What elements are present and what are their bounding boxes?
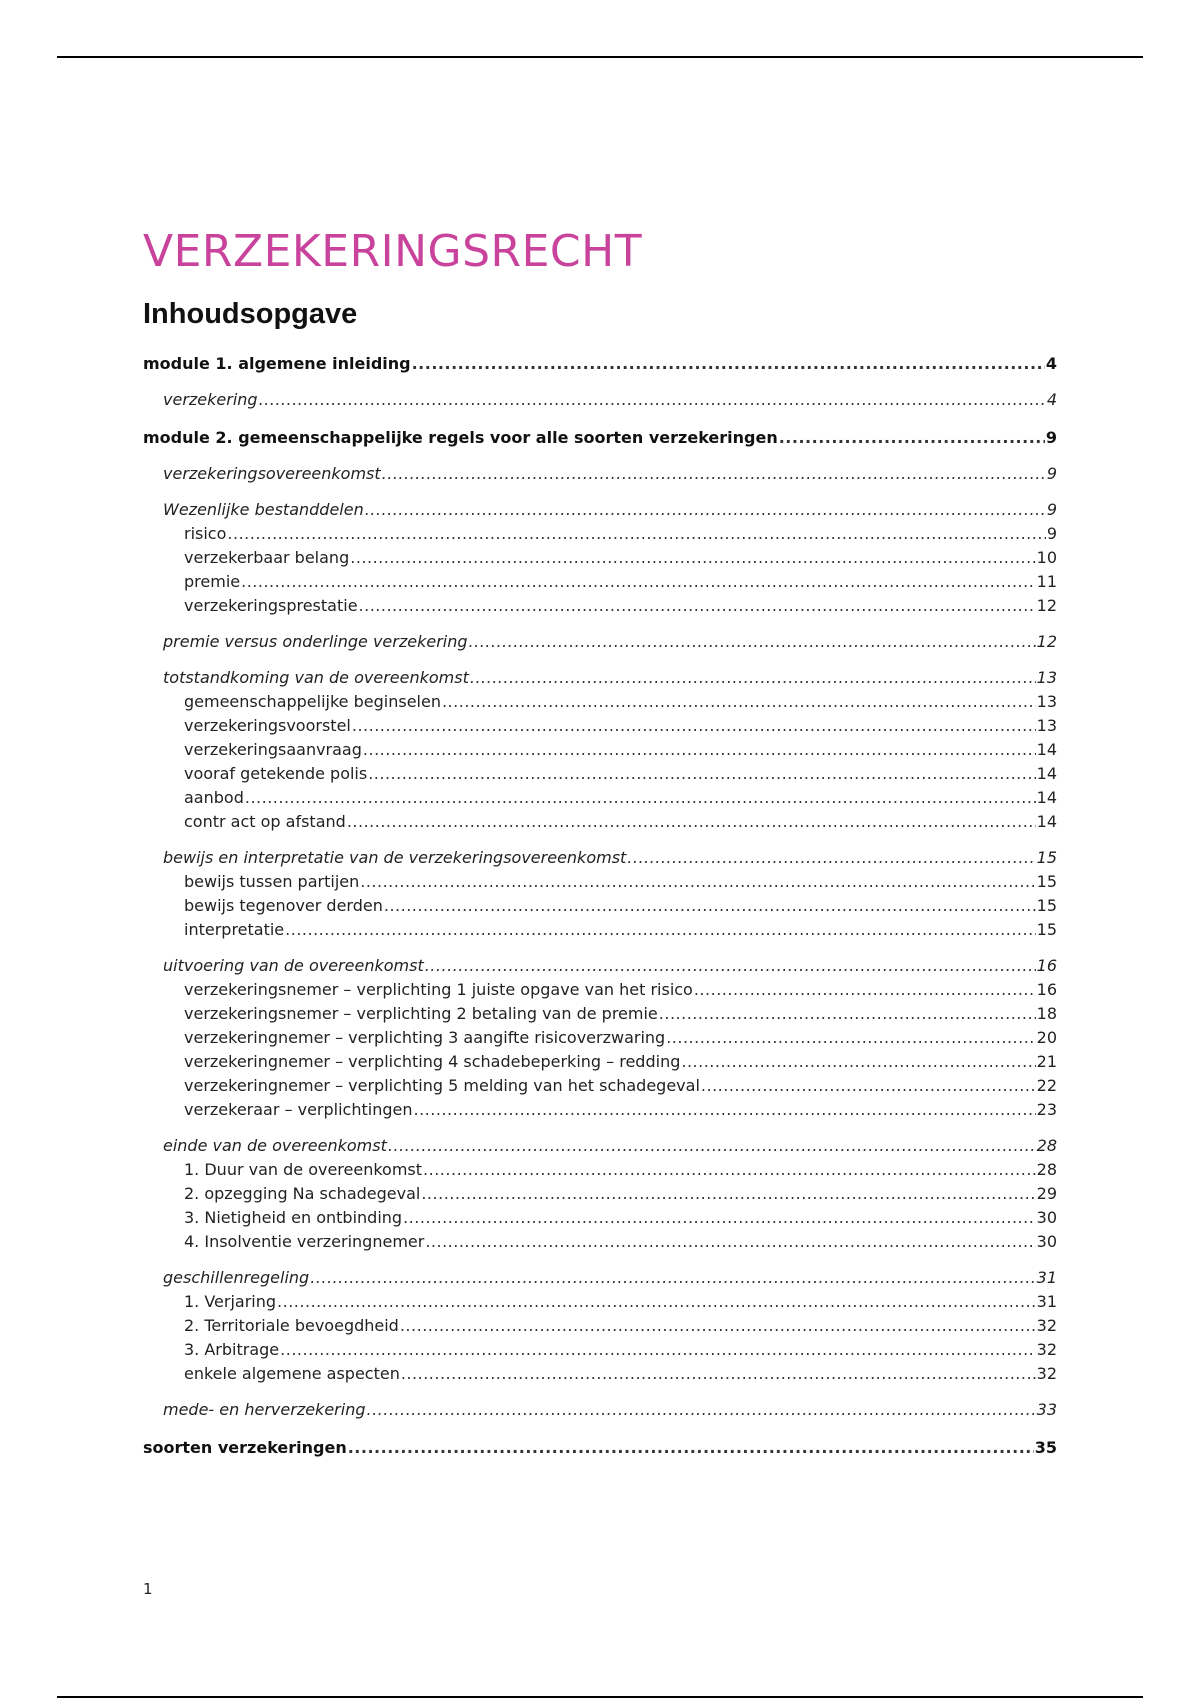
toc-entry[interactable]	[143, 714, 1057, 738]
toc-entry[interactable]	[143, 894, 1057, 918]
toc-entry[interactable]	[143, 546, 1057, 570]
toc-leader-dots	[280, 1338, 1036, 1362]
toc-entry-title: verzekeringsnemer – verplichting 2 betaling van de premie	[184, 1004, 658, 1023]
toc-entry-title: gemeenschappelijke beginselen	[184, 692, 441, 711]
toc-entry-page: 16	[1036, 956, 1057, 975]
toc-entry-page: 30	[1036, 1232, 1057, 1251]
toc-leader-dots	[259, 388, 1046, 412]
toc-leader-dots	[421, 1182, 1035, 1206]
toc-leader-dots	[413, 1098, 1035, 1122]
toc-entry-title: bewijs tussen partijen	[184, 872, 360, 891]
toc-entry-title: Wezenlijke bestanddelen	[163, 500, 364, 519]
toc-entry-page: 29	[1036, 1184, 1057, 1203]
toc-entry-title: 1. Verjaring	[184, 1292, 277, 1311]
toc-entry[interactable]	[143, 810, 1057, 834]
toc-entry-page: 28	[1036, 1136, 1057, 1155]
toc-entry-page: 14	[1036, 788, 1057, 807]
toc-entry[interactable]	[143, 918, 1057, 942]
toc-entry-page: 33	[1036, 1400, 1057, 1419]
toc-entry-page: 15	[1036, 920, 1057, 939]
toc-entry-title: module 1. algemene inleiding	[143, 354, 411, 373]
toc-entry-page: 9	[1046, 500, 1057, 519]
toc-entry-title: uitvoering van de overeenkomst	[163, 956, 424, 975]
toc-entry[interactable]	[143, 1002, 1057, 1026]
toc-entry[interactable]	[143, 666, 1057, 690]
toc-leader-dots	[694, 978, 1036, 1002]
toc-entry-page: 14	[1036, 812, 1057, 831]
toc-entry[interactable]	[143, 1436, 1057, 1460]
toc-leader-dots	[365, 498, 1046, 522]
toc-entry[interactable]	[143, 594, 1057, 618]
toc-entry-title: aanbod	[184, 788, 244, 807]
toc-entry-page: 21	[1036, 1052, 1057, 1071]
toc-leader-dots	[360, 870, 1035, 894]
toc-entry[interactable]	[143, 1182, 1057, 1206]
toc-entry-page: 15	[1036, 872, 1057, 891]
toc-entry-title: module 2. gemeenschappelijke regels voor alle soorten verzekeringen	[143, 428, 778, 447]
toc-entry-page: 4	[1046, 390, 1057, 409]
toc-entry-page: 4	[1045, 354, 1057, 373]
toc-entry-title: verzekeringsaanvraag	[184, 740, 362, 759]
toc-entry-title: mede- en herverzekering	[163, 1400, 366, 1419]
toc-entry-page: 12	[1036, 596, 1057, 615]
toc-leader-dots	[388, 1134, 1036, 1158]
toc-leader-dots	[627, 846, 1035, 870]
toc-leader-dots	[352, 714, 1036, 738]
toc-entry-title: vooraf getekende polis	[184, 764, 368, 783]
toc-entry-title: premie versus onderlinge verzekering	[163, 632, 468, 651]
toc-entry-title: contr act op afstand	[184, 812, 346, 831]
toc-entry-page: 14	[1036, 740, 1057, 759]
toc-entry-title: bewijs en interpretatie van de verzekeringsovereenkomst	[163, 848, 627, 867]
toc-leader-dots	[401, 1362, 1036, 1386]
toc-entry[interactable]	[143, 630, 1057, 654]
toc-entry[interactable]	[143, 1230, 1057, 1254]
toc-leader-dots	[681, 1050, 1035, 1074]
toc-entry-page: 9	[1045, 428, 1057, 447]
toc-leader-dots	[425, 1230, 1035, 1254]
toc-entry[interactable]	[143, 1314, 1057, 1338]
toc-entry-title: totstandkoming van de overeenkomst	[163, 668, 469, 687]
toc-entry-page: 15	[1036, 896, 1057, 915]
toc-entry-title: verzekeringsovereenkomst	[163, 464, 381, 483]
toc-entry-title: 2. Territoriale bevoegdheid	[184, 1316, 399, 1335]
toc-entry-page: 32	[1036, 1316, 1057, 1335]
toc-entry[interactable]	[143, 1362, 1057, 1386]
toc-entry-title: interpretatie	[184, 920, 285, 939]
toc-leader-dots	[442, 690, 1036, 714]
toc-entry[interactable]	[143, 388, 1057, 412]
toc-entry[interactable]	[143, 1266, 1057, 1290]
toc-leader-dots	[350, 546, 1035, 570]
toc-entry-title: 4. Insolventie verzeringnemer	[184, 1232, 425, 1251]
toc-leader-dots	[659, 1002, 1036, 1026]
toc-leader-dots	[400, 1314, 1036, 1338]
toc-entry[interactable]	[143, 352, 1057, 376]
toc-entry[interactable]	[143, 1134, 1057, 1158]
toc-leader-dots	[368, 762, 1035, 786]
toc-leader-dots	[666, 1026, 1035, 1050]
toc-entry[interactable]	[143, 870, 1057, 894]
toc-leader-dots	[425, 954, 1036, 978]
toc-entry-title: 2. opzegging Na schadegeval	[184, 1184, 421, 1203]
toc-leader-dots	[403, 1206, 1036, 1230]
toc-entry-page: 28	[1036, 1160, 1057, 1179]
toc-entry[interactable]	[143, 762, 1057, 786]
document-title: VERZEKERINGSRECHT	[143, 226, 643, 277]
toc-entry[interactable]	[143, 1206, 1057, 1230]
toc-entry[interactable]	[143, 1074, 1057, 1098]
toc-entry-title: 1. Duur van de overeenkomst	[184, 1160, 423, 1179]
toc-entry-page: 10	[1036, 548, 1057, 567]
toc-leader-dots	[779, 426, 1045, 450]
toc-entry-page: 35	[1034, 1438, 1057, 1457]
toc-entry[interactable]	[143, 1098, 1057, 1122]
toc-entry[interactable]	[143, 1026, 1057, 1050]
toc-entry-page: 9	[1046, 464, 1057, 483]
toc-leader-dots	[277, 1290, 1036, 1314]
toc-entry[interactable]	[143, 1158, 1057, 1182]
toc-entry-title: verzekeringsnemer – verplichting 1 juiste opgave van het risico	[184, 980, 693, 999]
toc-entry-page: 31	[1036, 1292, 1057, 1311]
toc-leader-dots	[285, 918, 1035, 942]
toc-leader-dots	[470, 666, 1036, 690]
toc-entry-page: 13	[1036, 692, 1057, 711]
toc-entry-title: einde van de overeenkomst	[163, 1136, 387, 1155]
toc-leader-dots	[227, 522, 1045, 546]
toc-leader-dots	[384, 894, 1036, 918]
table-of-contents	[143, 352, 1057, 1460]
toc-leader-dots	[310, 1266, 1035, 1290]
toc-entry-title: 3. Nietigheid en ontbinding	[184, 1208, 403, 1227]
toc-leader-dots	[363, 738, 1036, 762]
page-number: 1	[143, 1580, 153, 1598]
toc-entry-title: verzekeringnemer – verplichting 4 schadebeperking – redding	[184, 1052, 681, 1071]
toc-entry-page: 11	[1036, 572, 1057, 591]
toc-entry-title: verzekerbaar belang	[184, 548, 350, 567]
toc-leader-dots	[245, 786, 1036, 810]
toc-leader-dots	[423, 1158, 1036, 1182]
toc-entry-page: 32	[1036, 1340, 1057, 1359]
toc-entry-page: 23	[1036, 1100, 1057, 1119]
toc-entry-title: verzekeringsvoorstel	[184, 716, 351, 735]
toc-entry-title: risico	[184, 524, 227, 543]
header-rule	[57, 56, 1143, 58]
toc-entry[interactable]	[143, 978, 1057, 1002]
toc-entry[interactable]	[143, 522, 1057, 546]
toc-entry-page: 22	[1036, 1076, 1057, 1095]
toc-entry[interactable]	[143, 570, 1057, 594]
toc-leader-dots	[412, 352, 1045, 376]
toc-entry-page: 14	[1036, 764, 1057, 783]
toc-entry-page: 12	[1036, 632, 1057, 651]
toc-leader-dots	[469, 630, 1036, 654]
toc-entry[interactable]	[143, 786, 1057, 810]
toc-entry[interactable]	[143, 462, 1057, 486]
footer-rule	[57, 1696, 1143, 1698]
toc-entry[interactable]	[143, 954, 1057, 978]
toc-entry-page: 15	[1036, 848, 1057, 867]
toc-leader-dots	[348, 1436, 1034, 1460]
toc-entry-page: 30	[1036, 1208, 1057, 1227]
toc-entry-page: 20	[1036, 1028, 1057, 1047]
toc-entry-title: verzekering	[163, 390, 258, 409]
toc-entry[interactable]	[143, 498, 1057, 522]
toc-leader-dots	[241, 570, 1036, 594]
toc-entry-page: 13	[1036, 668, 1057, 687]
toc-entry-page: 31	[1036, 1268, 1057, 1287]
toc-heading: Inhoudsopgave	[143, 298, 358, 330]
toc-entry[interactable]	[143, 1398, 1057, 1422]
toc-leader-dots	[701, 1074, 1036, 1098]
toc-entry-title: bewijs tegenover derden	[184, 896, 383, 915]
toc-entry-title: soorten verzekeringen	[143, 1438, 347, 1457]
toc-entry[interactable]	[143, 1290, 1057, 1314]
toc-leader-dots	[359, 594, 1036, 618]
toc-entry-title: verzekeringnemer – verplichting 5 melding van het schadegeval	[184, 1076, 700, 1095]
toc-entry-title: 3. Arbitrage	[184, 1340, 280, 1359]
toc-entry[interactable]	[143, 426, 1057, 450]
toc-entry-title: verzekeraar – verplichtingen	[184, 1100, 413, 1119]
toc-entry-page: 32	[1036, 1364, 1057, 1383]
toc-entry-page: 18	[1036, 1004, 1057, 1023]
toc-entry-title: premie	[184, 572, 241, 591]
toc-entry[interactable]	[143, 738, 1057, 762]
toc-leader-dots	[347, 810, 1036, 834]
toc-entry-page: 13	[1036, 716, 1057, 735]
toc-entry-title: geschillenregeling	[163, 1268, 310, 1287]
toc-entry[interactable]	[143, 690, 1057, 714]
document-body	[143, 222, 1057, 1460]
toc-leader-dots	[382, 462, 1046, 486]
toc-entry[interactable]	[143, 1050, 1057, 1074]
toc-entry-title: enkele algemene aspecten	[184, 1364, 400, 1383]
toc-leader-dots	[366, 1398, 1035, 1422]
toc-entry-title: verzekeringnemer – verplichting 3 aangifte risicoverzwaring	[184, 1028, 666, 1047]
toc-entry[interactable]	[143, 846, 1057, 870]
toc-entry-page: 16	[1036, 980, 1057, 999]
toc-entry-title: verzekeringsprestatie	[184, 596, 358, 615]
toc-entry[interactable]	[143, 1338, 1057, 1362]
toc-entry-page: 9	[1046, 524, 1057, 543]
